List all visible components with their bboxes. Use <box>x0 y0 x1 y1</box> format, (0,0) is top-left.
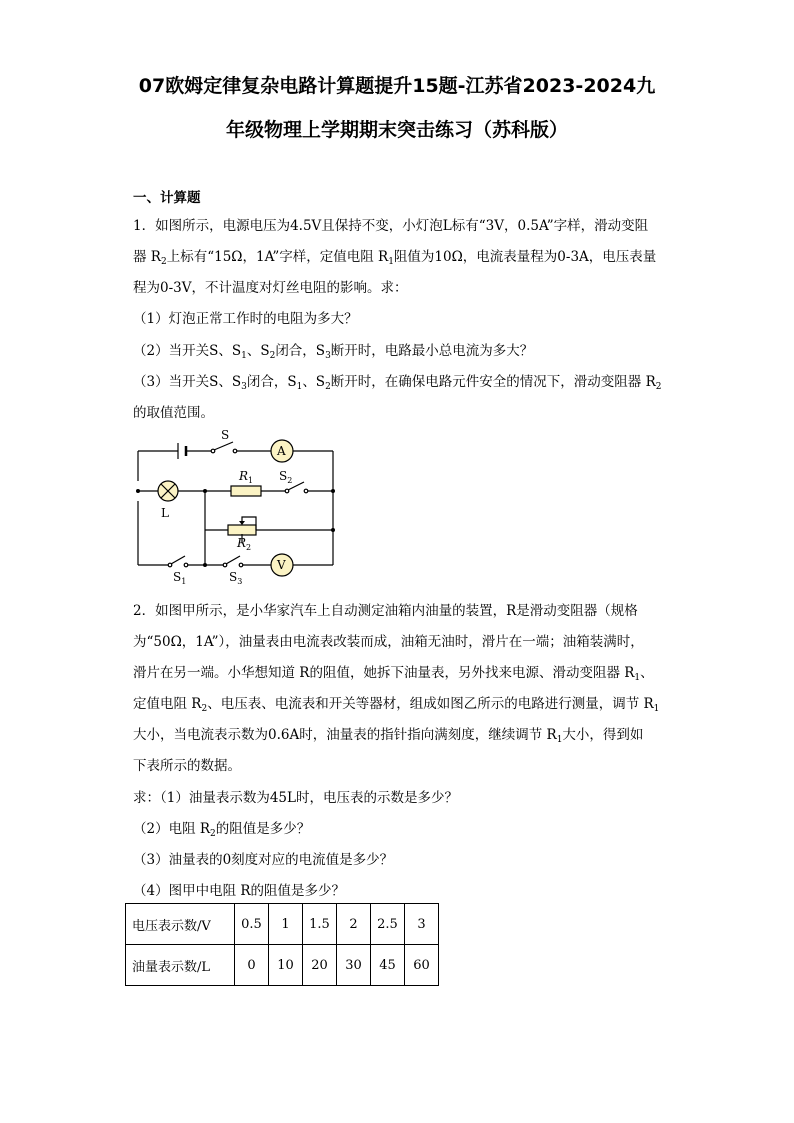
table-header-oil: 油量表示数/L <box>126 945 235 986</box>
title-line-2: 年级物理上学期期末突击练习（苏科版） <box>225 119 568 141</box>
label-r2: $R_2$ <box>237 536 252 552</box>
table-cell: 3 <box>405 904 439 945</box>
battery-icon <box>178 443 186 459</box>
data-table <box>125 903 439 986</box>
q2-part-4: （4）图甲中电阻 R的阻值是多少？ <box>133 883 346 899</box>
title-line-1: 07欧姆定律复杂电路计算题提升15题-江苏省2023-2024九 <box>138 75 656 97</box>
switch-s1-icon <box>168 556 188 567</box>
q1-part-1: （1）灯泡正常工作时的电阻为多大？ <box>133 311 358 327</box>
table-cell: 2.5 <box>371 904 405 945</box>
label-s3: $S_3$ <box>229 570 243 585</box>
table-cell: 0 <box>235 945 269 986</box>
table-cell: 1.5 <box>303 904 337 945</box>
q2-part-2: （2）电阻 $R_2$的阻值是多少？ <box>133 821 311 839</box>
q2-line-2: 为“50Ω，1A”），油量表由电流表改装而成，油箱无油时，滑片在一端；油箱装满时， <box>133 634 644 650</box>
q2-part-1: 求：（1）油量表示数为45L时，电压表的示数是多少？ <box>133 790 458 806</box>
table-header-voltage: 电压表示数/V <box>126 904 235 945</box>
table-cell: 45 <box>371 945 405 986</box>
label-s: S <box>221 428 230 442</box>
lamp-icon <box>158 481 178 501</box>
table-row <box>126 904 439 945</box>
q1-line-2: 器 $R_2$上标有“15Ω，1A”字样，定值电阻 $R_1$阻值为10Ω，电流表量程为0-3A，电压表量 <box>133 249 657 267</box>
table-cell: 30 <box>337 945 371 986</box>
q2-line-5: 大小，当电流表示数为0.6A时，油量表的指针指向满刻度，继续调节 $R_1$大小，得到如 <box>133 727 644 745</box>
q1-part-3: （3）当开关S、$S_3$闭合，$S_1$、$S_2$断开时，在确保电路元件安全的情况下，滑动变阻器 $R_2$ <box>133 374 662 392</box>
table-row <box>126 945 439 986</box>
q2-part-3: （3）油量表的0刻度对应的电流值是多少？ <box>133 852 394 868</box>
page-title <box>60 64 734 152</box>
switch-s-icon <box>211 442 237 453</box>
label-s1: $S_1$ <box>173 570 187 585</box>
section-heading: 一、计算题 <box>133 190 201 206</box>
table-cell: 2 <box>337 904 371 945</box>
table-cell: 60 <box>405 945 439 986</box>
label-lamp: L <box>161 506 169 520</box>
q1-line-1: 1．如图所示，电源电压为4.5V且保持不变，小灯泡L标有“3V，0.5A”字样，滑动变阻 <box>133 218 649 234</box>
q2-line-6: 下表所示的数据。 <box>133 758 241 774</box>
table-cell: 20 <box>303 945 337 986</box>
label-r1: $R_1$ <box>239 469 254 485</box>
circuit-diagram <box>125 425 345 585</box>
table-cell: 1 <box>269 904 303 945</box>
table-cell: 0.5 <box>235 904 269 945</box>
label-voltmeter: V <box>277 558 286 572</box>
q2-line-1: 2．如图甲所示，是小华家汽车上自动测定油箱内油量的装置，R是滑动变阻器（规格 <box>133 603 638 619</box>
switch-s3-icon <box>223 556 243 567</box>
label-s2: $S_2$ <box>279 469 293 485</box>
q1-line-3: 程为0-3V，不计温度对灯丝电阻的影响。求： <box>133 280 408 296</box>
label-ammeter: A <box>277 444 286 458</box>
q2-line-4: 定值电阻 $R_2$、电压表、电流表和开关等器材，组成如图乙所示的电路进行测量，调节 $R_1$ <box>133 696 660 714</box>
resistor-r1-icon <box>231 486 261 496</box>
q1-part-2: （2）当开关S、$S_1$、$S_2$闭合，$S_3$断开时，电路最小总电流为多大？ <box>133 343 534 361</box>
table-cell: 10 <box>269 945 303 986</box>
q2-line-3: 滑片在另一端。小华想知道 R的阻值，她拆下油量表，另外找来电源、滑动变阻器 $R_1$、 <box>133 665 654 683</box>
q1-part-3-cont: 的取值范围。 <box>133 405 214 421</box>
